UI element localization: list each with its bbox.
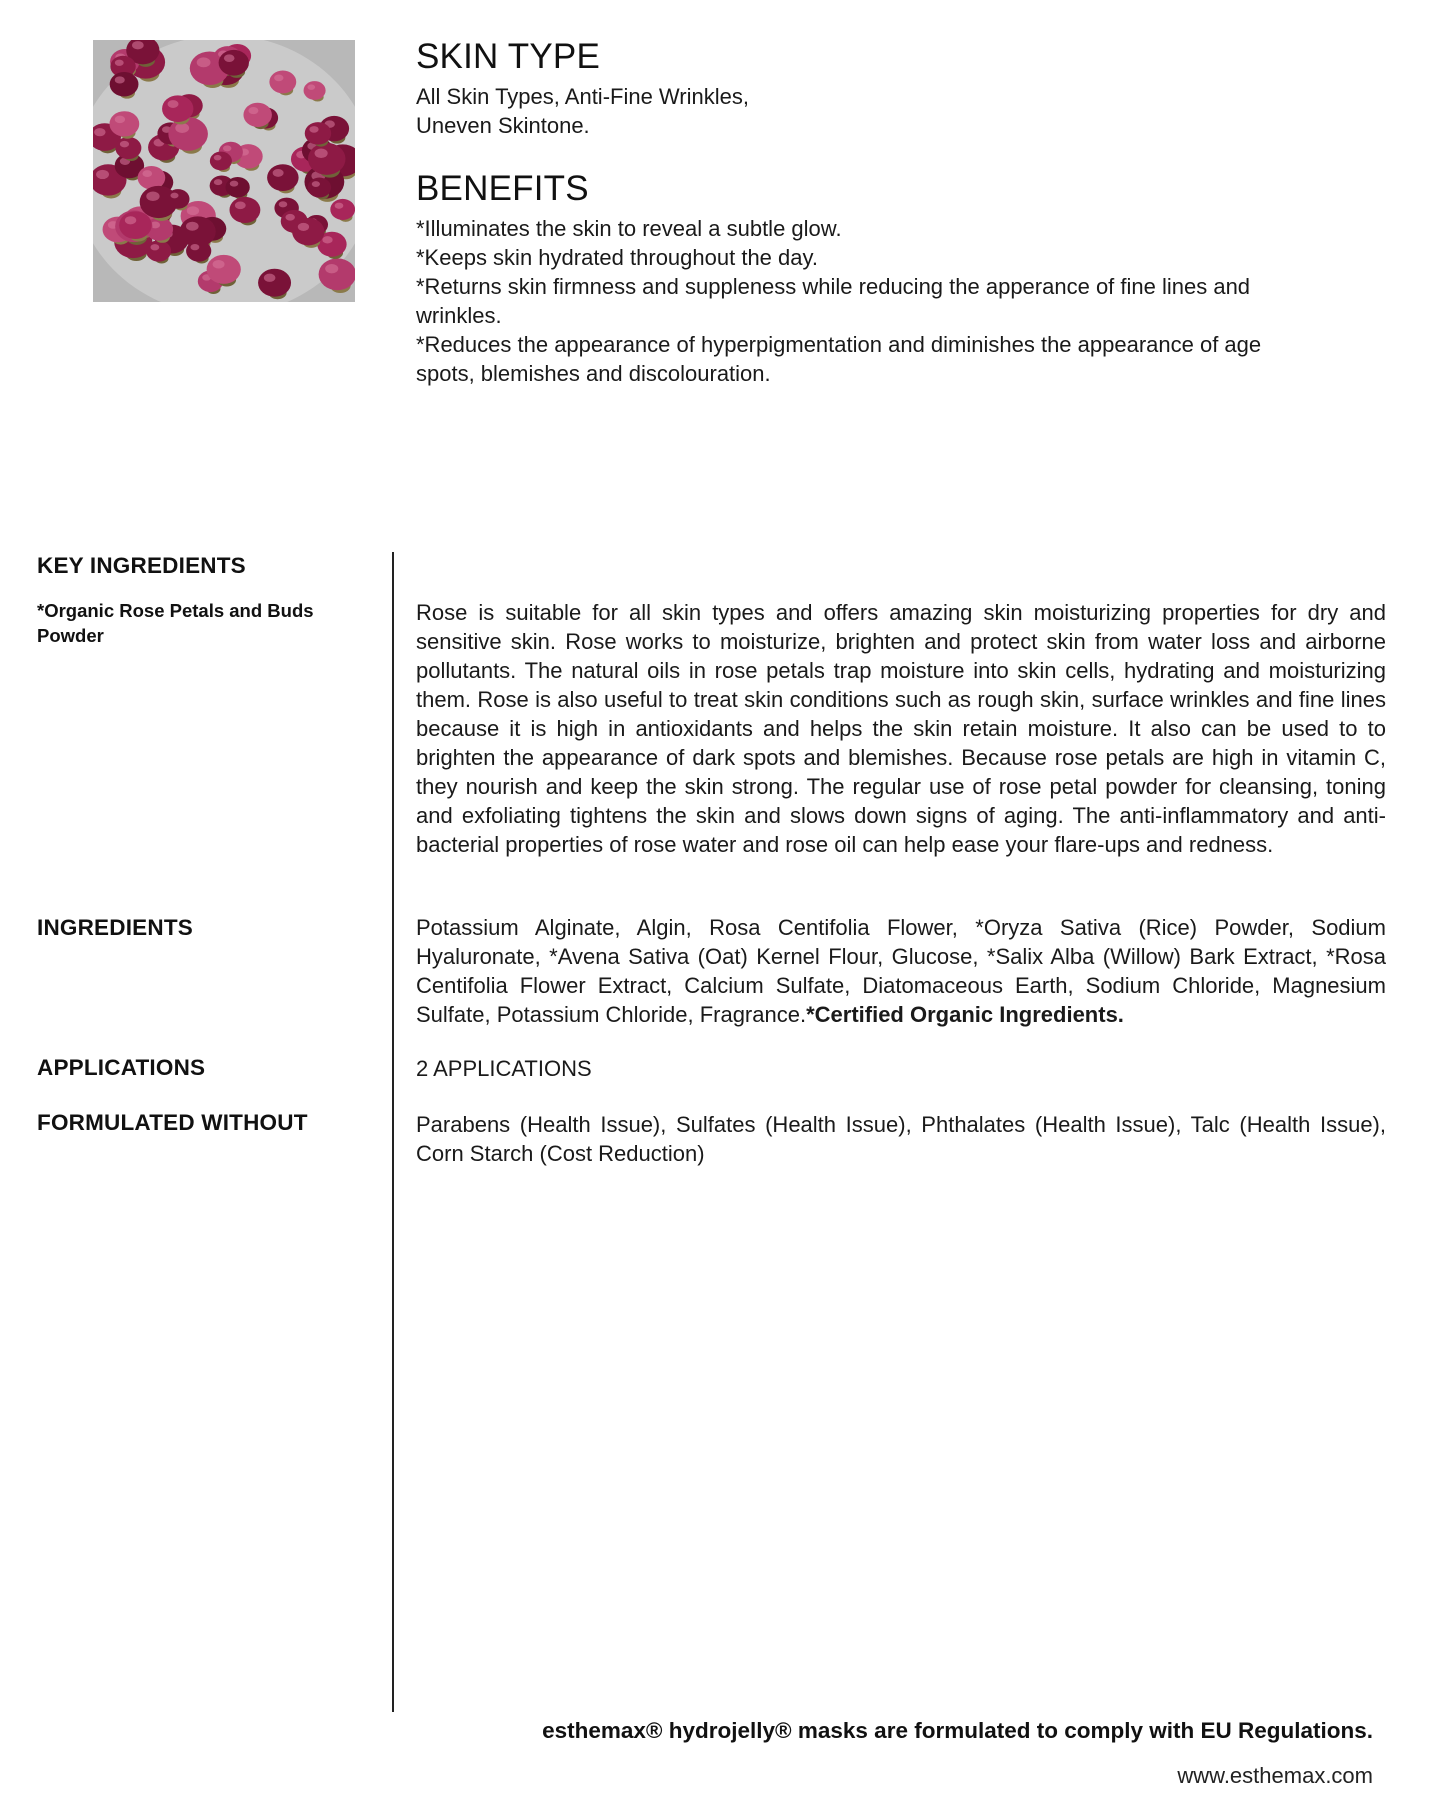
bud-highlight bbox=[170, 193, 178, 199]
bud-highlight bbox=[142, 170, 152, 177]
benefit-line: *Reduces the appearance of hyperpigmentation and diminishes the appearance of age bbox=[416, 332, 1262, 357]
skin-type-title: SKIN TYPE bbox=[416, 37, 600, 76]
key-ingredients-label: KEY INGREDIENTS bbox=[37, 553, 246, 578]
benefit-line: spots, blemishes and discolouration. bbox=[416, 361, 771, 386]
bud-highlight bbox=[235, 201, 246, 209]
rose-bud bbox=[166, 189, 189, 209]
rose-bud bbox=[119, 211, 152, 239]
bud-highlight bbox=[115, 76, 125, 83]
rose-bud bbox=[162, 95, 193, 122]
rose-bud bbox=[305, 122, 331, 144]
bud-highlight bbox=[175, 123, 189, 133]
rose-bud bbox=[258, 269, 291, 297]
bud-highlight bbox=[322, 236, 332, 243]
applications-value: 2 APPLICATIONS bbox=[416, 1056, 592, 1081]
bud-highlight bbox=[132, 41, 144, 49]
skin-type-description bbox=[416, 82, 1396, 140]
bud-highlight bbox=[298, 223, 309, 231]
rose-bud bbox=[229, 197, 260, 223]
rose-bud bbox=[226, 177, 250, 198]
ingredients-list: Potassium Alginate, Algin, Rosa Centifolia Flower, *Oryza Sativa (Rice) Powder, Sodium Hyaluronate, *Avena Sativa (Oat) Kernel Flour, Glucose, *Salix Alba (Willow) Bark Extract, *Rosa Centifolia Flower Extract, Calcium Sulfate, Diatomaceous Earth, Sodium Chloride, Magnesium Sulfate, Potassium Chloride, Fragrance. bbox=[416, 915, 1386, 1027]
rose-bud bbox=[267, 164, 298, 191]
benefits-list bbox=[416, 214, 1396, 388]
bud-highlight bbox=[307, 84, 315, 90]
rose-bud bbox=[138, 166, 166, 190]
bud-highlight bbox=[214, 179, 222, 185]
bud-highlight bbox=[325, 264, 338, 273]
rose-bud bbox=[210, 152, 232, 171]
website-url: www.esthemax.com bbox=[1177, 1763, 1373, 1788]
rose-bud bbox=[207, 255, 241, 284]
vertical-divider bbox=[392, 552, 394, 1712]
bud-highlight bbox=[197, 57, 211, 67]
formulated-without-label: FORMULATED WITHOUT bbox=[37, 1110, 308, 1135]
rose-bud bbox=[110, 72, 139, 96]
bud-highlight bbox=[230, 181, 238, 187]
benefit-line: wrinkles. bbox=[416, 303, 502, 328]
bud-highlight bbox=[190, 244, 199, 250]
bud-highlight bbox=[94, 128, 105, 136]
bud-highlight bbox=[264, 274, 276, 282]
applications-label: APPLICATIONS bbox=[37, 1055, 206, 1080]
skin-type-line: Uneven Skintone. bbox=[416, 113, 590, 138]
bud-highlight bbox=[224, 54, 235, 62]
bud-highlight bbox=[96, 170, 109, 179]
certified-organic-note: *Certified Organic Ingredients. bbox=[806, 1002, 1124, 1027]
rose-buds-illustration bbox=[93, 40, 355, 302]
bud-highlight bbox=[168, 100, 179, 108]
rose-bud bbox=[269, 70, 296, 93]
bud-highlight bbox=[315, 149, 328, 158]
bud-highlight bbox=[146, 192, 159, 201]
rose-bud bbox=[304, 81, 326, 100]
bud-highlight bbox=[214, 155, 222, 161]
bud-highlight bbox=[150, 244, 159, 250]
eu-regulation-note: esthemax® hydrojelly® masks are formulated to comply with EU Regulations. bbox=[542, 1718, 1373, 1743]
ingredients-text bbox=[416, 913, 1386, 1029]
key-ingredients-description: Rose is suitable for all skin types and offers amazing skin moisturizing properties for dry and sensitive skin. Rose works to moisturize, brighten and protect skin from water loss and airborne pollutants. The natural oils in rose petals trap moisture into skin cells, hydrating and moisturizing them. Rose is also useful to treat skin conditions such as rough skin, surface wrinkles and fine lines because it is high in antioxidants and helps the skin retain moisture. It also can be used to to brighten the appearance of dark spots and blemishes. Because rose petals are high in vitamin C, they nourish and keep the skin strong. The regular use of rose petal powder for cleansing, toning and exfoliating tightens the skin and slows down signs of aging. The anti-inflammatory and anti-bacterial properties of rose water and rose oil can help ease your flare-ups and redness. bbox=[416, 600, 1386, 857]
benefit-line: *Keeps skin hydrated throughout the day. bbox=[416, 245, 818, 270]
bud-highlight bbox=[274, 75, 283, 82]
formulated-without-text: Parabens (Health Issue), Sulfates (Health Issue), Phthalates (Health Issue), Talc (Health Issue), Corn Starch (Cost Reduction) bbox=[416, 1112, 1386, 1166]
bud-highlight bbox=[115, 116, 125, 123]
rose-bud bbox=[115, 137, 141, 159]
rose-bud bbox=[319, 258, 355, 290]
rose-bud bbox=[308, 143, 346, 175]
benefit-line: *Returns skin firmness and suppleness while reducing the apperance of fine lines and bbox=[416, 274, 1251, 299]
bud-highlight bbox=[309, 126, 318, 133]
bud-highlight bbox=[120, 141, 129, 148]
top-section bbox=[416, 36, 1396, 388]
rose-bud bbox=[308, 178, 332, 198]
bud-highlight bbox=[186, 222, 199, 231]
bud-highlight bbox=[279, 201, 288, 207]
key-ingredient-name: *Organic Rose Petals and Buds Powder bbox=[37, 600, 314, 646]
rose-buds-photo bbox=[93, 40, 355, 302]
benefit-line: *Illuminates the skin to reveal a subtle glow. bbox=[416, 216, 842, 241]
bud-highlight bbox=[335, 203, 344, 209]
bud-highlight bbox=[312, 181, 320, 187]
bud-highlight bbox=[223, 145, 231, 151]
rose-bud bbox=[186, 240, 211, 261]
rose-bud bbox=[243, 103, 271, 127]
bud-highlight bbox=[285, 214, 294, 221]
bud-highlight bbox=[115, 60, 124, 66]
bud-highlight bbox=[273, 169, 284, 177]
bud-highlight bbox=[125, 216, 136, 224]
rose-bud bbox=[292, 218, 324, 245]
bud-highlight bbox=[187, 206, 199, 215]
benefits-title: BENEFITS bbox=[416, 169, 589, 208]
bud-highlight bbox=[248, 107, 258, 114]
bud-highlight bbox=[213, 260, 225, 269]
rose-bud bbox=[109, 111, 139, 136]
rose-bud bbox=[146, 240, 171, 261]
ingredients-label: INGREDIENTS bbox=[37, 915, 193, 940]
rose-bud bbox=[330, 199, 355, 220]
skin-type-line: All Skin Types, Anti-Fine Wrinkles, bbox=[416, 84, 749, 109]
rose-bud bbox=[219, 50, 249, 76]
